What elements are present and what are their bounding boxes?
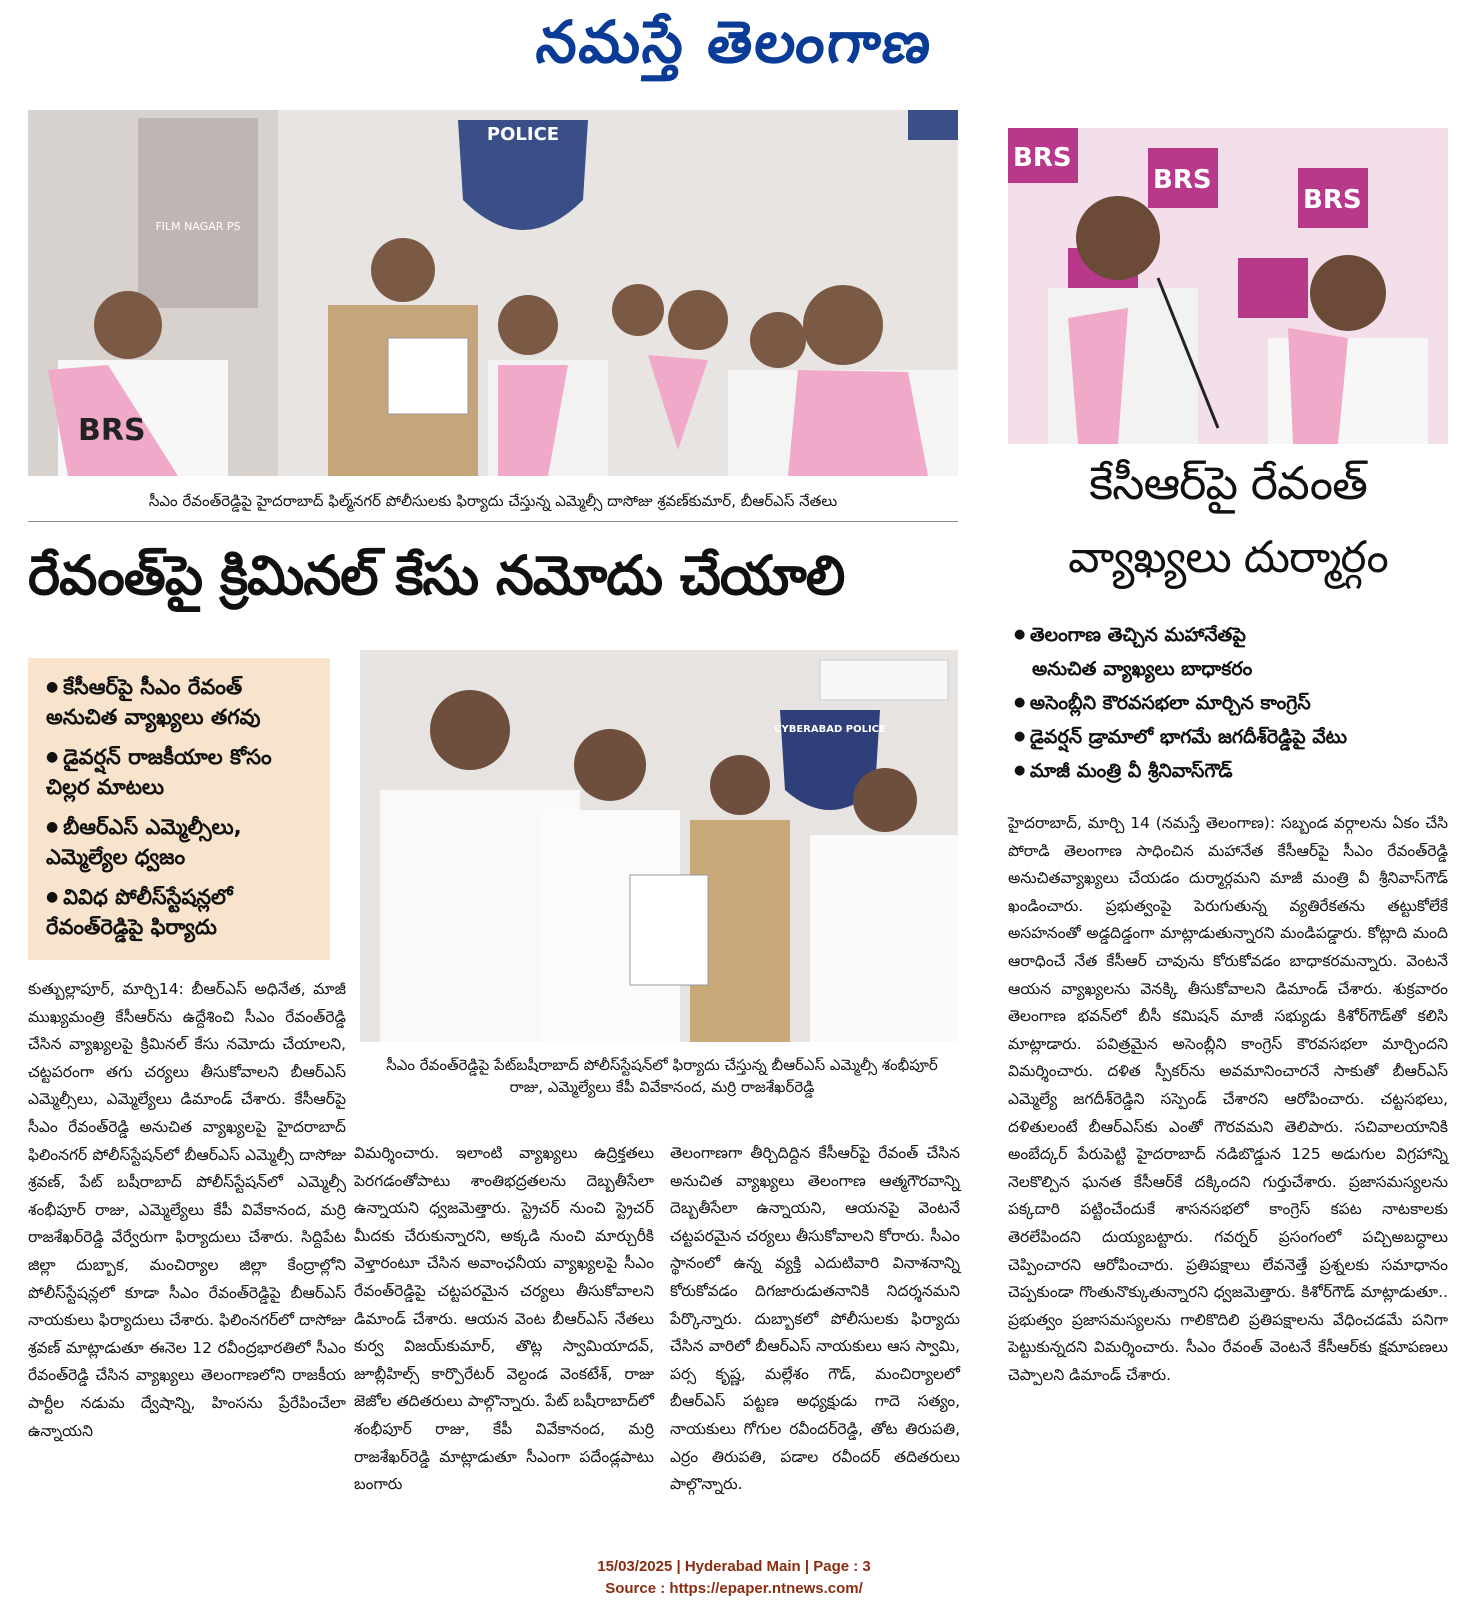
police-station-photo [360,650,958,1042]
side-bullet-item: ● డైవర్షన్ డ్రామాలో భాగమే జగదీశ్‌రెడ్డిపై వేటు [1014,720,1454,754]
newspaper-title: నమస్తే తెలంగాణ [533,8,937,76]
highlights-box [28,658,330,960]
highlight-item: ● వివిధ పోలీస్‌స్టేషన్లలో రేవంత్‌రెడ్డిపై ఫిర్యాదు [46,882,316,942]
side-bullet-item: అనుచిత వ్యాఖ్యలు బాధాకరం [1032,658,1253,680]
page-footer [0,1556,1468,1600]
masthead [0,0,1468,96]
side-photo-illustration [1008,128,1448,444]
police-station-photo-caption: సీఎం రేవంత్‌రెడ్డిపై పేట్‌బషీరాబాద్ పోలీస్‌స్టేషన్‌లో ఫిర్యాదు చేస్తున్న బీఆర్‌ఎస్ ఎమ్మెల్సీ శంభీపూర్ రాజు, ఎమ్మెల్యేలు కేపీ వివేకానంద, మర్రి రాజశేఖర్‌రెడ్డి [386,1056,938,1096]
police-badge-text: POLICE [486,124,560,145]
cyberabad-badge-text: CYBERABAD POLICE [774,724,886,735]
top-photo-illustration [28,110,958,476]
footer-source-line: Source : https://epaper.ntnews.com/ [605,1580,863,1597]
highlight-item: ● డైవర్షన్ రాజకీయాల కోసం చిల్లర మాటలు [46,742,316,802]
banner-brs-text: BRS [1013,143,1072,173]
top-photo-caption: సీఎం రేవంత్‌రెడ్డిపై హైదరాబాద్ ఫిల్మ్‌నగర్ పోలీసులకు ఫిర్యాదు చేస్తున్న ఎమ్మెల్సీ దాసోజు శ్రవణ్‌కుమార్, బీఆర్‌ఎస్ నేతలు [148,492,838,510]
banner-brs-text: BRS [1153,165,1212,195]
main-story-column-1: కుత్బుల్లాపూర్, మార్చి14: బీఆర్‌ఎస్ అధినేత, మాజీ ముఖ్యమంత్రి కేసీఆర్‌ను ఉద్దేశించి సీఎం రేవంత్‌రెడ్డి చేసిన వ్యాఖ్యలపై క్రిమినల్ కేసు నమోదు చేయాలని, చట్టపరంగా తగు చర్యలు తీసుకోవాలని బీఆర్‌ఎస్ ఎమ్మెల్సీలు, ఎమ్మెల్యేలు డిమాండ్ చేశారు. కేసీఆర్‌పై సీఎం రేవంత్‌రెడ్డి అనుచిత వ్యాఖ్యలపై హైదరాబాద్ ఫిలింనగర్ పోలీస్‌స్టేషన్‌లో బీఆర్‌ఎస్ ఎమ్మెల్సీ దాసోజు శ్రవణ్, పేట్ బషీరాబాద్ పోలీస్‌స్టేషన్‌లో ఎమ్మెల్సీ శంభీపూర్ రాజు, ఎమ్మెల్యేలు కేపీ వివేకానంద, మర్రి రాజశేఖర్‌రెడ్డి వేర్వేరుగా ఫిర్యాదులు చేశారు. సిద్దిపేట జిల్లా దుబ్బాక, మంచిర్యాల జిల్లా కేంద్రాల్లోని పోలీస్‌స్టేషన్లలో కూడా సీఎం రేవంత్‌రెడ్డిపై బీఆర్‌ఎస్ నాయకులు ఫిర్యాదులు చేశారు. ఫిలింనగర్‌లో దాసోజు శ్రవణ్ మాట్లాడుతూ ఈనెల 12 రవీంద్రభారతిలో సీఎం రేవంత్‌రెడ్డి చేసిన వ్యాఖ్యలు తెలంగాణలోని రాజకీయ పార్టీల నడుమ ద్వేషాన్ని, హింసను ప్రేరేపించేలా ఉన్నాయని [28,980,346,1440]
top-photo [28,110,958,476]
side-bullet-item: ● మాజీ మంత్రి వీ శ్రీనివాస్‌గౌడ్ [1014,754,1454,788]
side-headline-line-1: కేసీఆర్‌పై రేవంత్ [1089,456,1367,510]
highlights-list [28,658,330,962]
caption-divider [28,521,958,522]
banner-brs-text: BRS [1303,185,1362,215]
side-headline-line-2: వ్యాఖ్యలు దుర్మార్గం [1068,532,1388,583]
highlight-item: ● కేసీఆర్‌పై సీఎం రేవంత్ అనుచిత వ్యాఖ్యలు తగవు [46,672,316,732]
main-headline: రేవంత్‌పై క్రిమినల్ కేసు నమోదు చేయాలి [28,544,845,607]
station-board-text: FILM NAGAR PS [155,220,241,233]
side-bullet-item: ● తెలంగాణ తెచ్చిన మహానేతపై [1014,618,1454,652]
side-photo [1008,128,1448,444]
highlight-item: ● బీఆర్‌ఎస్ ఎమ్మెల్సీలు, ఎమ్మెల్యేల ధ్వజం [46,812,316,872]
footer-edition-line: 15/03/2025 | Hyderabad Main | Page : 3 [597,1558,871,1575]
scarf-brs-text: BRS [78,413,146,448]
side-story-body: హైదరాబాద్, మార్చి 14 (నమస్తే తెలంగాణ): సబ్బండ వర్గాలను ఏకం చేసి పోరాడి తెలంగాణ సాధించిన మహానేత కేసీఆర్‌పై సీఎం రేవంత్‌రెడ్డి అనుచితవ్యాఖ్యలు చేయడం దుర్మార్గమని మాజీ మంత్రి వీ శ్రీనివాస్‌గౌడ్ ఖండించారు. ప్రభుత్వంపై పెరుగుతున్న వ్యతిరేకతను తట్టుకోలేకే అసహనంతో అడ్డదిడ్డంగా మాట్లాడుతున్నారని మండిపడ్డారు. కోట్లాది మంది ఆరాధించే నేత కేసీఆర్ చావును కోరుకోవడం బాధాకరమన్నారు. వెంటనే ఆయన వ్యాఖ్యలను వెనక్కి తీసుకోవాలని డిమాండ్ చేశారు. శుక్రవారం తెలంగాణ భవన్‌లో బీసీ కమిషన్ మాజీ సభ్యుడు కిశోర్‌గౌడ్‌తో కలిసి మాట్లాడారు. పవిత్రమైన అసెంబ్లీని కాంగ్రెస్ కౌరవసభలా మార్చిందని విమర్శించారు. దళిత స్పీకర్‌ను అవమానించారనే సాకుతో బీఆర్‌ఎస్ ఎమ్మెల్యే జగదీశ్‌రెడ్డిని సస్పెండ్ చేశారని ఆరోపించారు. చట్టసభలు, దళితులంటే బీఆర్‌ఎస్‌కు ఎంతో గౌరవమని తెలిపారు. సచివాలయానికి అంబేద్కర్ పేరుపెట్టి హైదరాబాద్ నడిబొడ్డున 125 అడుగుల విగ్రహాన్ని నెలకొల్పిన ఘనత కేసీఆర్‌కే దక్కిందని గుర్తుచేశారు. ప్రజాసమస్యలను పక్కదారి పట్టించేందుకే శాసనసభలో కాంగ్రెస్ కపట నాటకాలకు తెరలేపిందని దుయ్యబట్టారు. గవర్నర్ ప్రసంగంలో పచ్చిఅబద్ధాలు చెప్పించారని ఆరోపించారు. ప్రతిపక్షాలు లేవనెత్తే ప్రశ్నలకు సమాధానం చెప్పకుండా గొంతునొక్కుతున్నారని ధ్వజమెత్తారు. కిశోర్‌గౌడ్ మాట్లాడుతూ.. ప్రభుత్వం ప్రజాసమస్యలను గాలికొదిలి ప్రతిపక్షాలను వేధించడమే పనిగా పెట్టుకున్నదని విమర్శించారు. సీఎం రేవంత్ వెంటనే కేసీఆర్‌కు క్షమాపణలు చెప్పాలని డిమాండ్ చేశారు. [1008,814,1448,1384]
side-bullets [1014,618,1454,788]
main-story-column-2: విమర్శించారు. ఇలాంటి వ్యాఖ్యలు ఉద్రిక్తతలు పెరగడంతోపాటు శాంతిభద్రతలను దెబ్బతీసేలా ఉన్నాయని ధ్వజమెత్తారు. స్ట్రెచర్ నుంచి స్ట్రెచర్ మీదకు చేరుకున్నారని, అక్కడి నుంచి మార్చురీకి వెళ్తారంటూ చేసిన అవాంఛనీయ వ్యాఖ్యలపై సీఎం రేవంత్‌రెడ్డిపై చట్టపరమైన చర్యలు తీసుకోవాలని డిమాండ్ చేశారు. ఆయన వెంట బీఆర్‌ఎస్ నేతలు కుర్వ విజయ్‌కుమార్, తొట్ల స్వామియాదవ్, జూబ్లీహిల్స్ కార్పొరేటర్ వెల్దండ వెంకటేశ్, రాజు జెజోల తదితరులు పాల్గొన్నారు. పేట్ బషీరాబాద్‌లో శంభీపూర్ రాజు, కేపీ వివేకానంద, మర్రి రాజశేఖర్‌రెడ్డి మాట్లాడుతూ సీఎంగా పదేండ్లపాటు బంగారు [354,1144,654,1494]
main-story-column-3: తెలంగాణగా తీర్చిదిద్దిన కేసీఆర్‌పై రేవంత్ చేసిన అనుచిత వ్యాఖ్యలు తెలంగాణ ఆత్మగౌరవాన్ని దెబ్బతీసేలా ఉన్నాయని, ఆయనపై వెంటనే చట్టపరమైన చర్యలు తీసుకోవాలని కోరారు. సీఎం స్థానంలో ఉన్న వ్యక్తి ఎదుటివారి వినాశనాన్ని కోరుకోవడం దిగజారుడుతనానికి నిదర్శనమని పేర్కొన్నారు. దుబ్బాకలో పోలీసులకు ఫిర్యాదు చేసిన వారిలో బీఆర్‌ఎస్ నాయకులు ఆస స్వామి, పర్స కృష్ణ, మల్లేశం గౌడ్, మంచిర్యాలలో బీఆర్‌ఎస్ పట్టణ అధ్యక్షుడు గాదె సత్యం, నాయకులు గోగుల రవీందర్‌రెడ్డి, తోట తిరుపతి, ఎర్రం తిరుపతి, పడాల రవీందర్ తదితరులు పాల్గొన్నారు. [670,1144,960,1494]
police-station-illustration [360,650,958,1042]
side-bullet-item: ● అసెంబ్లీని కౌరవసభలా మార్చిన కాంగ్రెస్ [1014,686,1454,720]
